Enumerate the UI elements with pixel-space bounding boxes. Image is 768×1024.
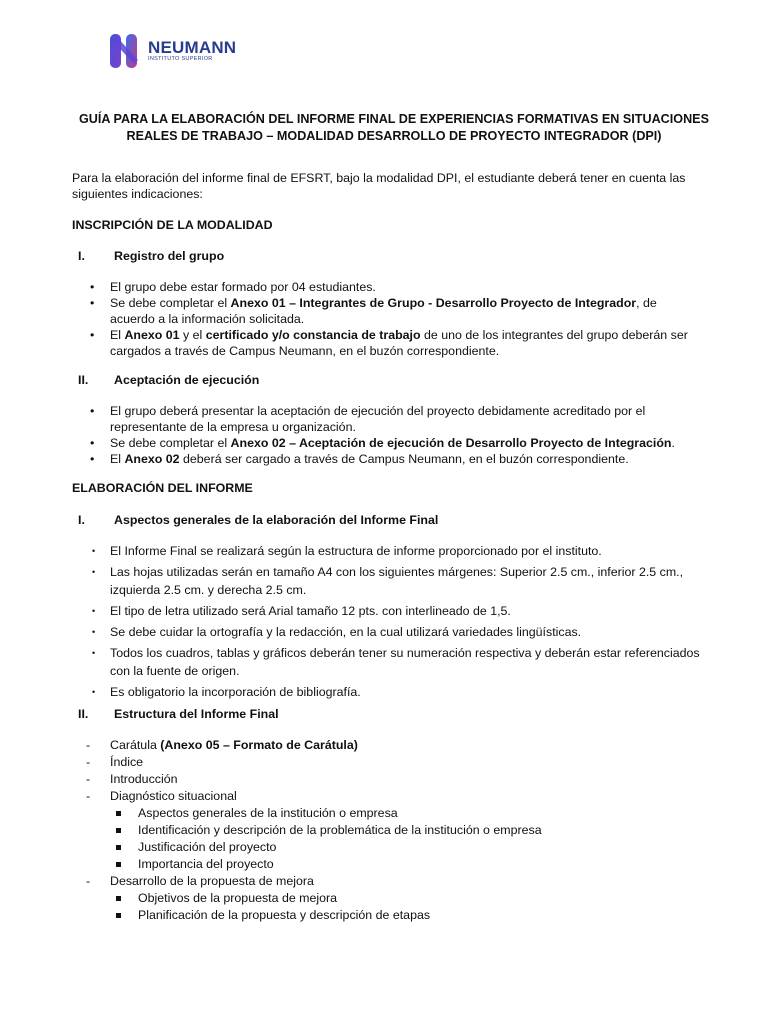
aceptacion-list [90,403,704,467]
list-item: • Se debe completar el Anexo 02 – Aceptación de ejecución de Desarrollo Proyecto de Integración. [90,436,675,450]
title-line-2: REALES DE TRABAJO – MODALIDAD DESARROLLO DE PROYECTO INTEGRADOR (DPI) [126,129,662,143]
sublist-item: Importancia del proyecto [110,856,706,873]
list-item: • El Anexo 01 y el certificado y/o constancia de trabajo de uno de los integrantes del grupo deberán ser cargados a través de Campus Neumann, en el buzón correspondiente. [90,328,688,358]
list-item: - Diagnóstico situacional Aspectos generales de la institución o empresa Identificación y descripción de la problemática de la institución o empresa Justificación del proyecto Importancia del proyecto [86,788,706,873]
section-number: I. [78,249,85,263]
section-estructura [72,707,279,721]
list-item: - Introducción [86,772,178,786]
aspectos-list [90,542,704,704]
section-label: Estructura del Informe Final [114,707,279,721]
section-label: Aceptación de ejecución [114,373,260,387]
title-line-1: GUÍA PARA LA ELABORACIÓN DEL INFORME FINAL DE EXPERIENCIAS FORMATIVAS EN SITUACIONES [79,112,709,126]
section-aceptacion [72,373,259,387]
list-item: • Es obligatorio la incorporación de bibliografía. [92,685,361,699]
sublist-item: Objetivos de la propuesta de mejora [110,890,706,907]
list-item: • Todos los cuadros, tablas y gráficos deberán tener su numeración respectiva y deberán estar referenciados con la fuente de origen. [92,646,700,678]
desarrollo-sublist [110,890,706,924]
list-item: • El tipo de letra utilizado será Arial tamaño 12 pts. con interlineado de 1,5. [92,604,511,618]
heading-inscripcion: INSCRIPCIÓN DE LA MODALIDAD [72,218,273,232]
sublist-item: Planificación de la propuesta y descripción de etapas [110,907,706,924]
list-item: • Se debe completar el Anexo 01 – Integrantes de Grupo - Desarrollo Proyecto de Integrador, de acuerdo a la información solicitada. [90,296,657,326]
neumann-logo [108,30,236,72]
list-item: - Desarrollo de la propuesta de mejora Objetivos de la propuesta de mejora Planificación de la propuesta y descripción de etapas [86,873,706,924]
list-item: • El grupo deberá presentar la aceptación de ejecución del proyecto debidamente acreditado por el representante de la empresa u organización. [90,404,646,434]
document-title [70,111,718,145]
logo-subtitle: INSTITUTO SUPERIOR [148,56,213,63]
list-item: - Carátula (Anexo 05 – Formato de Carátula) [86,738,358,752]
sublist-item: Aspectos generales de la institución o empresa [110,805,706,822]
section-number: I. [78,513,85,527]
registro-list [90,279,704,359]
logo-name: NEUMANN [148,38,237,58]
intro-paragraph: Para la elaboración del informe final de EFSRT, bajo la modalidad DPI, el estudiante deberá tener en cuenta las siguientes indicaciones: [72,171,686,201]
section-registro [72,249,224,263]
section-label: Registro del grupo [114,249,225,263]
estructura-list [86,737,706,924]
section-number: II. [78,373,89,387]
section-aspectos [72,513,438,527]
sublist-item: Identificación y descripción de la problemática de la institución o empresa [110,822,706,839]
list-item: • Se debe cuidar la ortografía y la redacción, en la cual utilizará variedades lingüísticas. [92,625,582,639]
list-item: • El Informe Final se realizará según la estructura de informe proporcionado por el instituto. [92,544,602,558]
section-number: II. [78,707,89,721]
heading-elaboracion: ELABORACIÓN DEL INFORME [72,481,253,495]
neumann-logo-icon [108,30,142,72]
list-item: • El Anexo 02 deberá ser cargado a través de Campus Neumann, en el buzón correspondiente. [90,452,629,466]
section-label: Aspectos generales de la elaboración del Informe Final [114,513,439,527]
sublist-item: Justificación del proyecto [110,839,706,856]
list-item: • El grupo debe estar formado por 04 estudiantes. [90,280,376,294]
list-item: • Las hojas utilizadas serán en tamaño A4 con los siguientes márgenes: Superior 2.5 cm., inferior 2.5 cm., izquierda 2.5 cm. y derecha 2.5 cm. [92,565,684,597]
diagnostico-sublist [110,805,706,873]
list-item: - Índice [86,755,144,769]
